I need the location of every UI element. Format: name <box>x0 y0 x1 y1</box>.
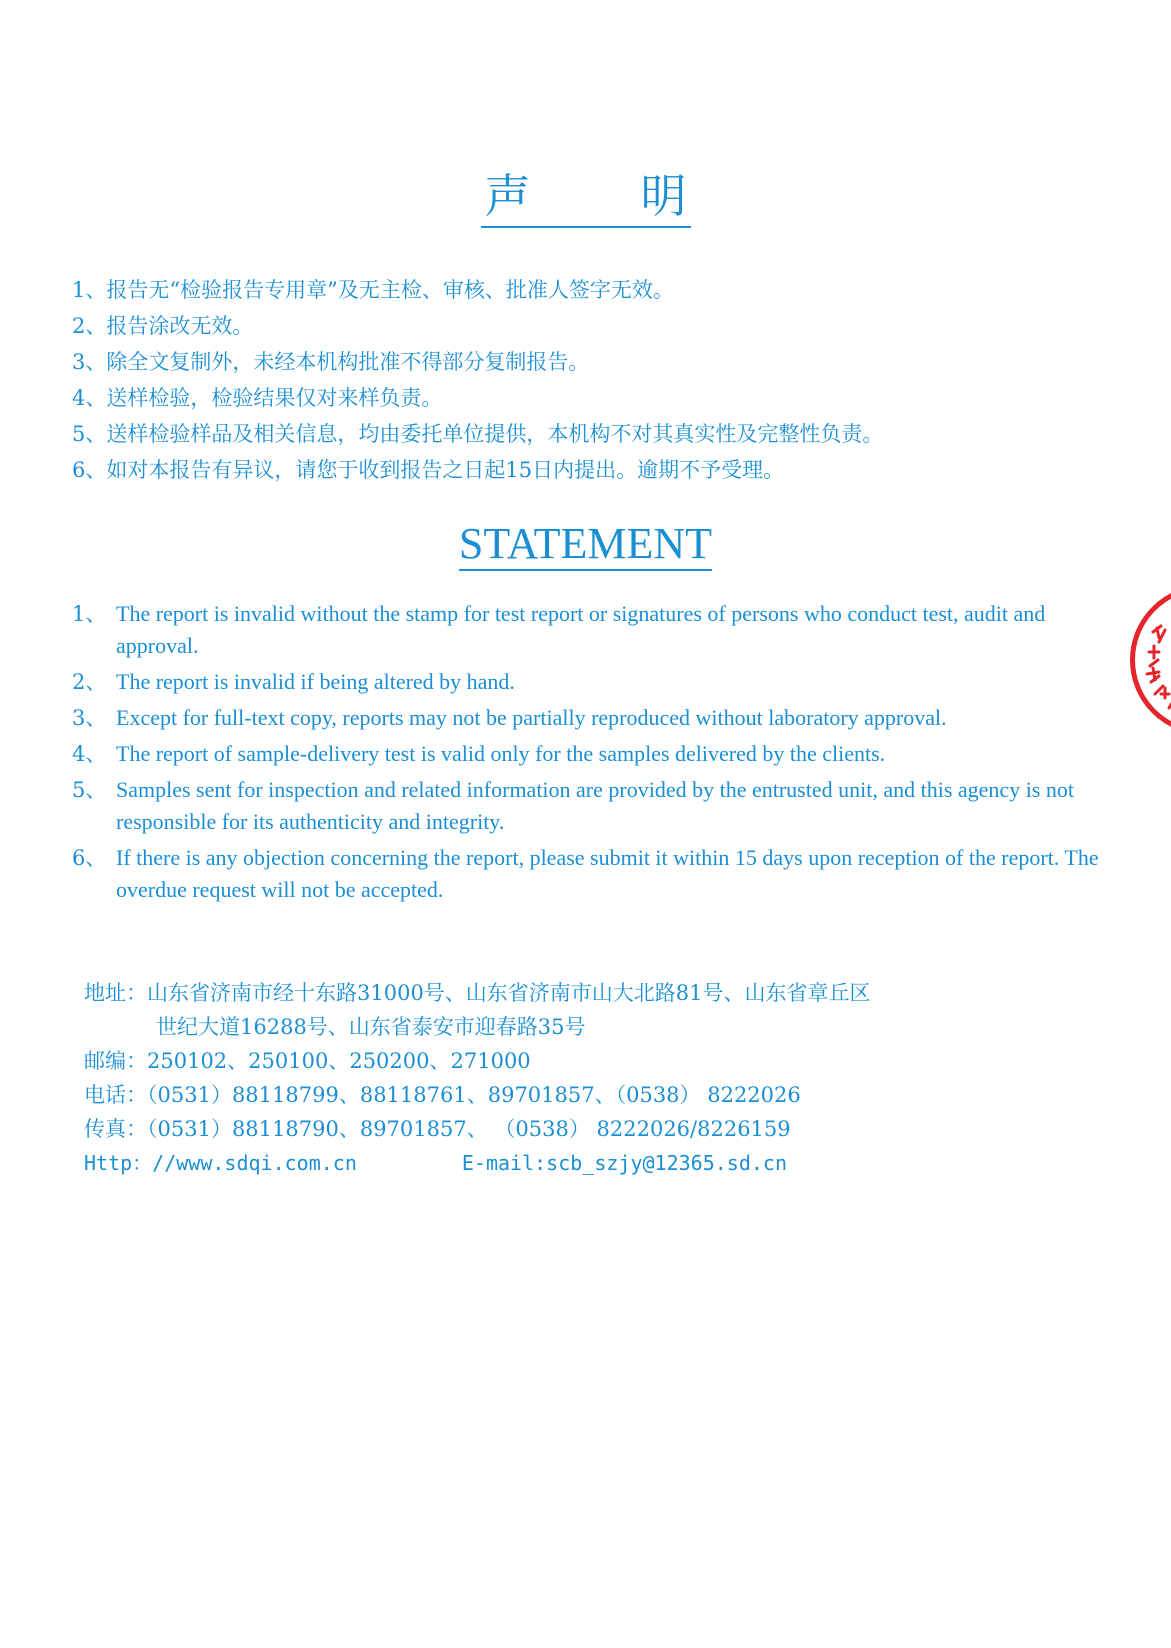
item-text: 报告涂改无效。 <box>106 314 254 338</box>
official-seal-stamp <box>1130 585 1171 735</box>
item-number: 5、 <box>72 422 107 446</box>
website-link[interactable]: //www.sdqi.com.cn <box>152 1151 357 1175</box>
item-number: 4、 <box>72 742 107 766</box>
item-text: 送样检验，检验结果仅对来样负责。 <box>106 386 443 410</box>
address-line-1: 山东省济南市经十东路31000号、山东省济南市山大北路81号、山东省章丘区 <box>147 981 871 1005</box>
item-text: If there is any objection concerning the report, please submit it within 15 days upon reception of the report. The overdue request will not be accepted. <box>116 845 1099 902</box>
contact-info <box>84 976 1084 1180</box>
item-text: Except for full-text copy, reports may not be partially reproduced without laboratory approval. <box>116 705 947 730</box>
en-statement-item <box>72 666 1132 698</box>
cn-statement-item <box>72 416 1112 452</box>
address-label: 地址： <box>84 981 147 1005</box>
item-text: 如对本报告有异议，请您于收到报告之日起15日内提出。逾期不予受理。 <box>106 458 785 482</box>
fax-value: （0531）88118790、89701857、 （0538） 8222026/8226159 <box>147 1117 791 1141</box>
address-row <box>84 976 1084 1010</box>
postcode-label: 邮编： <box>84 1049 147 1073</box>
phone-value: （0531）88118799、88118761、89701857、（0538） 8222026 <box>147 1083 801 1107</box>
cn-statement-item <box>72 272 1112 308</box>
en-statement-item <box>72 738 1132 770</box>
item-number: 3、 <box>72 706 107 730</box>
cn-statement-item <box>72 308 1112 344</box>
cn-title-left: 声 <box>484 169 531 223</box>
item-number: 2、 <box>72 314 107 338</box>
fax-row <box>84 1112 1084 1146</box>
address-line-2: 世纪大道16288号、山东省泰安市迎春路35号 <box>156 1015 586 1039</box>
item-number: 5、 <box>72 778 107 802</box>
item-text: The report of sample-delivery test is valid only for the samples delivered by the clients. <box>116 741 886 766</box>
phone-label: 电话： <box>84 1083 147 1107</box>
en-title-text: STATEMENT <box>459 519 712 571</box>
en-title <box>0 518 1171 570</box>
cn-title <box>0 168 1171 228</box>
item-number: 6、 <box>72 846 107 870</box>
phone-row <box>84 1078 1084 1112</box>
web-row <box>84 1146 1084 1180</box>
item-text: 报告无“检验报告专用章”及无主检、审核、批准人签字无效。 <box>106 278 674 302</box>
item-text: Samples sent for inspection and related information are provided by the entrusted unit, and this agency is not responsible for its authenticity and integrity. <box>116 777 1074 834</box>
item-text: 送样检验样品及相关信息，均由委托单位提供，本机构不对其真实性及完整性负责。 <box>106 422 884 446</box>
email-link[interactable]: E-mail:scb_szjy@12365.sd.cn <box>461 1151 787 1175</box>
en-statement-item <box>72 702 1132 734</box>
postcode-row <box>84 1044 1084 1078</box>
item-number: 1、 <box>72 602 107 626</box>
postcode-value: 250102、250100、250200、271000 <box>147 1049 531 1073</box>
cn-title-right: 明 <box>640 169 687 223</box>
en-statement-item <box>72 598 1132 662</box>
item-number: 3、 <box>72 350 107 374</box>
fax-label: 传真： <box>84 1117 147 1141</box>
item-text: 除全文复制外，未经本机构批准不得部分复制报告。 <box>106 350 590 374</box>
item-number: 4、 <box>72 386 107 410</box>
en-statement-list <box>72 598 1132 910</box>
cn-statement-item <box>72 452 1112 488</box>
item-number: 2、 <box>72 670 107 694</box>
cn-statement-item <box>72 380 1112 416</box>
address-row-continued <box>84 1010 1084 1044</box>
http-label: Http： <box>84 1151 153 1175</box>
en-statement-item <box>72 774 1132 838</box>
item-text: The report is invalid without the stamp for test report or signatures of persons who conduct test, audit and approval. <box>116 601 1046 658</box>
item-number: 6、 <box>72 458 107 482</box>
cn-statement-item <box>72 344 1112 380</box>
item-number: 1、 <box>72 278 107 302</box>
en-statement-item <box>72 842 1132 906</box>
cn-statement-list <box>72 272 1112 488</box>
seal-graphic <box>1135 590 1171 730</box>
item-text: The report is invalid if being altered by hand. <box>116 669 515 694</box>
